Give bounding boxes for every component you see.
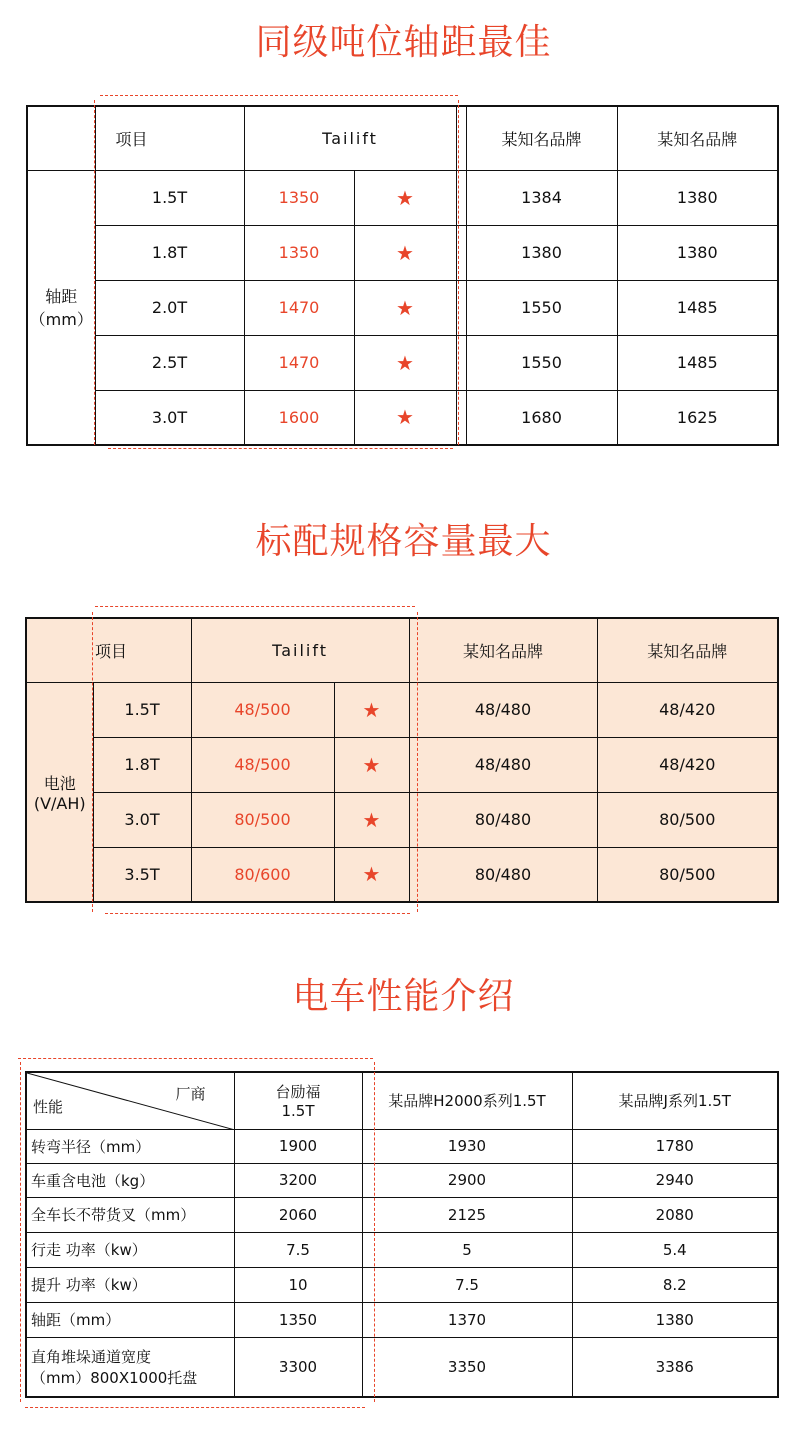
- header-performance: 性能: [33, 1097, 64, 1116]
- tailift-value: 1350: [244, 225, 354, 280]
- tailift-value: 1350: [234, 1302, 362, 1337]
- header-tailift: Tailift: [191, 618, 409, 682]
- tailift-value: 80/500: [191, 792, 334, 847]
- section2-title: 标配规格容量最大: [255, 521, 552, 562]
- tailift-value: 48/500: [191, 737, 334, 792]
- brand-a-value: 48/480: [409, 737, 597, 792]
- highlight-dash: [100, 95, 458, 96]
- row-label: 转弯半径（mm）: [26, 1129, 234, 1163]
- tailift-value: 2060: [234, 1197, 362, 1232]
- row-label: [26, 1337, 234, 1397]
- header-brand-b: 某知名品牌: [597, 618, 778, 682]
- header-brand-a: 某知名品牌: [409, 618, 597, 682]
- tailift-value: 48/500: [191, 682, 334, 737]
- header-tailift: [234, 1072, 362, 1129]
- brand-b-value: 1485: [617, 335, 778, 390]
- h2000-value: 2900: [362, 1163, 572, 1197]
- highlight-dash: [374, 1062, 375, 1402]
- group-label-line2: （mm）: [29, 310, 93, 330]
- j-series-value: 5.4: [572, 1232, 778, 1267]
- header-brand-b: 某知名品牌: [617, 106, 778, 170]
- highlight-dash: [95, 606, 415, 607]
- tonnage-cell: 3.0T: [93, 792, 191, 847]
- tonnage-cell: 2.5T: [95, 335, 244, 390]
- tailift-value: 1900: [234, 1129, 362, 1163]
- group-label-line1: 轴距: [45, 287, 78, 307]
- section1-title: 同级吨位轴距最佳: [255, 22, 552, 63]
- tonnage-cell: 1.5T: [93, 682, 191, 737]
- brand-b-value: 80/500: [597, 847, 778, 902]
- star-icon: ★: [354, 280, 456, 335]
- highlight-dash: [94, 100, 95, 445]
- star-icon: ★: [354, 225, 456, 280]
- highlight-dash: [92, 612, 93, 912]
- header-item: 项目: [26, 618, 191, 682]
- star-icon: ★: [354, 170, 456, 225]
- brand-b-value: 1625: [617, 390, 778, 445]
- j-series-value: 3386: [572, 1337, 778, 1397]
- j-series-value: 1380: [572, 1302, 778, 1337]
- tonnage-cell: 2.0T: [95, 280, 244, 335]
- row-label: 车重含电池（kg）: [26, 1163, 234, 1197]
- header-maker: 厂商: [175, 1085, 206, 1103]
- tailift-value: 1470: [244, 280, 354, 335]
- star-icon: ★: [334, 737, 409, 792]
- header-tailift-name: 台励福: [275, 1083, 321, 1102]
- tailift-value: 1470: [244, 335, 354, 390]
- highlight-dash: [18, 1058, 373, 1059]
- h2000-value: 3350: [362, 1337, 572, 1397]
- row-label: 行走 功率（kw）: [26, 1232, 234, 1267]
- h2000-value: 1370: [362, 1302, 572, 1337]
- highlight-dash: [20, 1062, 21, 1402]
- row-label-line1: 直角堆垛通道宽度: [31, 1347, 152, 1366]
- star-icon: ★: [354, 390, 456, 445]
- row-label: 提升 功率（kw）: [26, 1267, 234, 1302]
- tailift-value: 10: [234, 1267, 362, 1302]
- star-icon: ★: [334, 682, 409, 737]
- h2000-value: 2125: [362, 1197, 572, 1232]
- brand-a-value: 1380: [466, 225, 617, 280]
- j-series-value: 1780: [572, 1129, 778, 1163]
- star-icon: ★: [334, 847, 409, 902]
- header-item: 项目: [95, 106, 244, 170]
- brand-b-value: 48/420: [597, 682, 778, 737]
- tonnage-cell: 3.5T: [93, 847, 191, 902]
- header-brand-h2000: 某品牌H2000系列1.5T: [362, 1072, 572, 1129]
- header-brand-a: 某知名品牌: [466, 106, 617, 170]
- brand-a-value: 1384: [466, 170, 617, 225]
- performance-table: [25, 1071, 779, 1398]
- highlight-dash: [108, 448, 453, 449]
- h2000-value: 1930: [362, 1129, 572, 1163]
- j-series-value: 2940: [572, 1163, 778, 1197]
- tailift-value: 7.5: [234, 1232, 362, 1267]
- highlight-dash: [458, 100, 459, 445]
- star-icon: ★: [334, 792, 409, 847]
- tonnage-cell: 1.8T: [95, 225, 244, 280]
- tonnage-cell: 3.0T: [95, 390, 244, 445]
- header-brand-j: 某品牌J系列1.5T: [572, 1072, 778, 1129]
- wheelbase-table: [26, 105, 779, 446]
- h2000-value: 7.5: [362, 1267, 572, 1302]
- brand-b-value: 1485: [617, 280, 778, 335]
- header-tailift-model: 1.5T: [281, 1102, 315, 1121]
- brand-a-value: 80/480: [409, 792, 597, 847]
- tailift-value: 1600: [244, 390, 354, 445]
- star-icon: ★: [354, 335, 456, 390]
- group-label-line1: 电池: [43, 773, 76, 793]
- header-tailift: Tailift: [244, 106, 456, 170]
- tailift-value: 80/600: [191, 847, 334, 902]
- h2000-value: 5: [362, 1232, 572, 1267]
- brand-b-value: 1380: [617, 170, 778, 225]
- row-label-line2: （mm）800X1000托盘: [31, 1368, 198, 1387]
- highlight-dash: [417, 612, 418, 912]
- brand-a-value: 1550: [466, 280, 617, 335]
- header-corner: [27, 106, 95, 170]
- brand-a-value: 1680: [466, 390, 617, 445]
- tailift-value: 3200: [234, 1163, 362, 1197]
- section3-title: 电车性能介绍: [292, 976, 515, 1017]
- highlight-dash: [25, 1407, 365, 1408]
- brand-a-value: 48/480: [409, 682, 597, 737]
- row-label: 轴距（mm）: [26, 1302, 234, 1337]
- j-series-value: 2080: [572, 1197, 778, 1232]
- brand-b-value: 80/500: [597, 792, 778, 847]
- tailift-value: 1350: [244, 170, 354, 225]
- group-label: [27, 170, 95, 445]
- brand-a-value: 1550: [466, 335, 617, 390]
- highlight-dash: [105, 913, 410, 914]
- brand-b-value: 1380: [617, 225, 778, 280]
- tonnage-cell: 1.8T: [93, 737, 191, 792]
- brand-a-value: 80/480: [409, 847, 597, 902]
- group-label-line2: (V/AH): [33, 793, 86, 813]
- group-label: [26, 682, 93, 902]
- row-label: 全车长不带货叉（mm）: [26, 1197, 234, 1232]
- diagonal-header: [26, 1072, 234, 1129]
- battery-table: [25, 617, 779, 903]
- j-series-value: 8.2: [572, 1267, 778, 1302]
- brand-b-value: 48/420: [597, 737, 778, 792]
- tonnage-cell: 1.5T: [95, 170, 244, 225]
- tailift-value: 3300: [234, 1337, 362, 1397]
